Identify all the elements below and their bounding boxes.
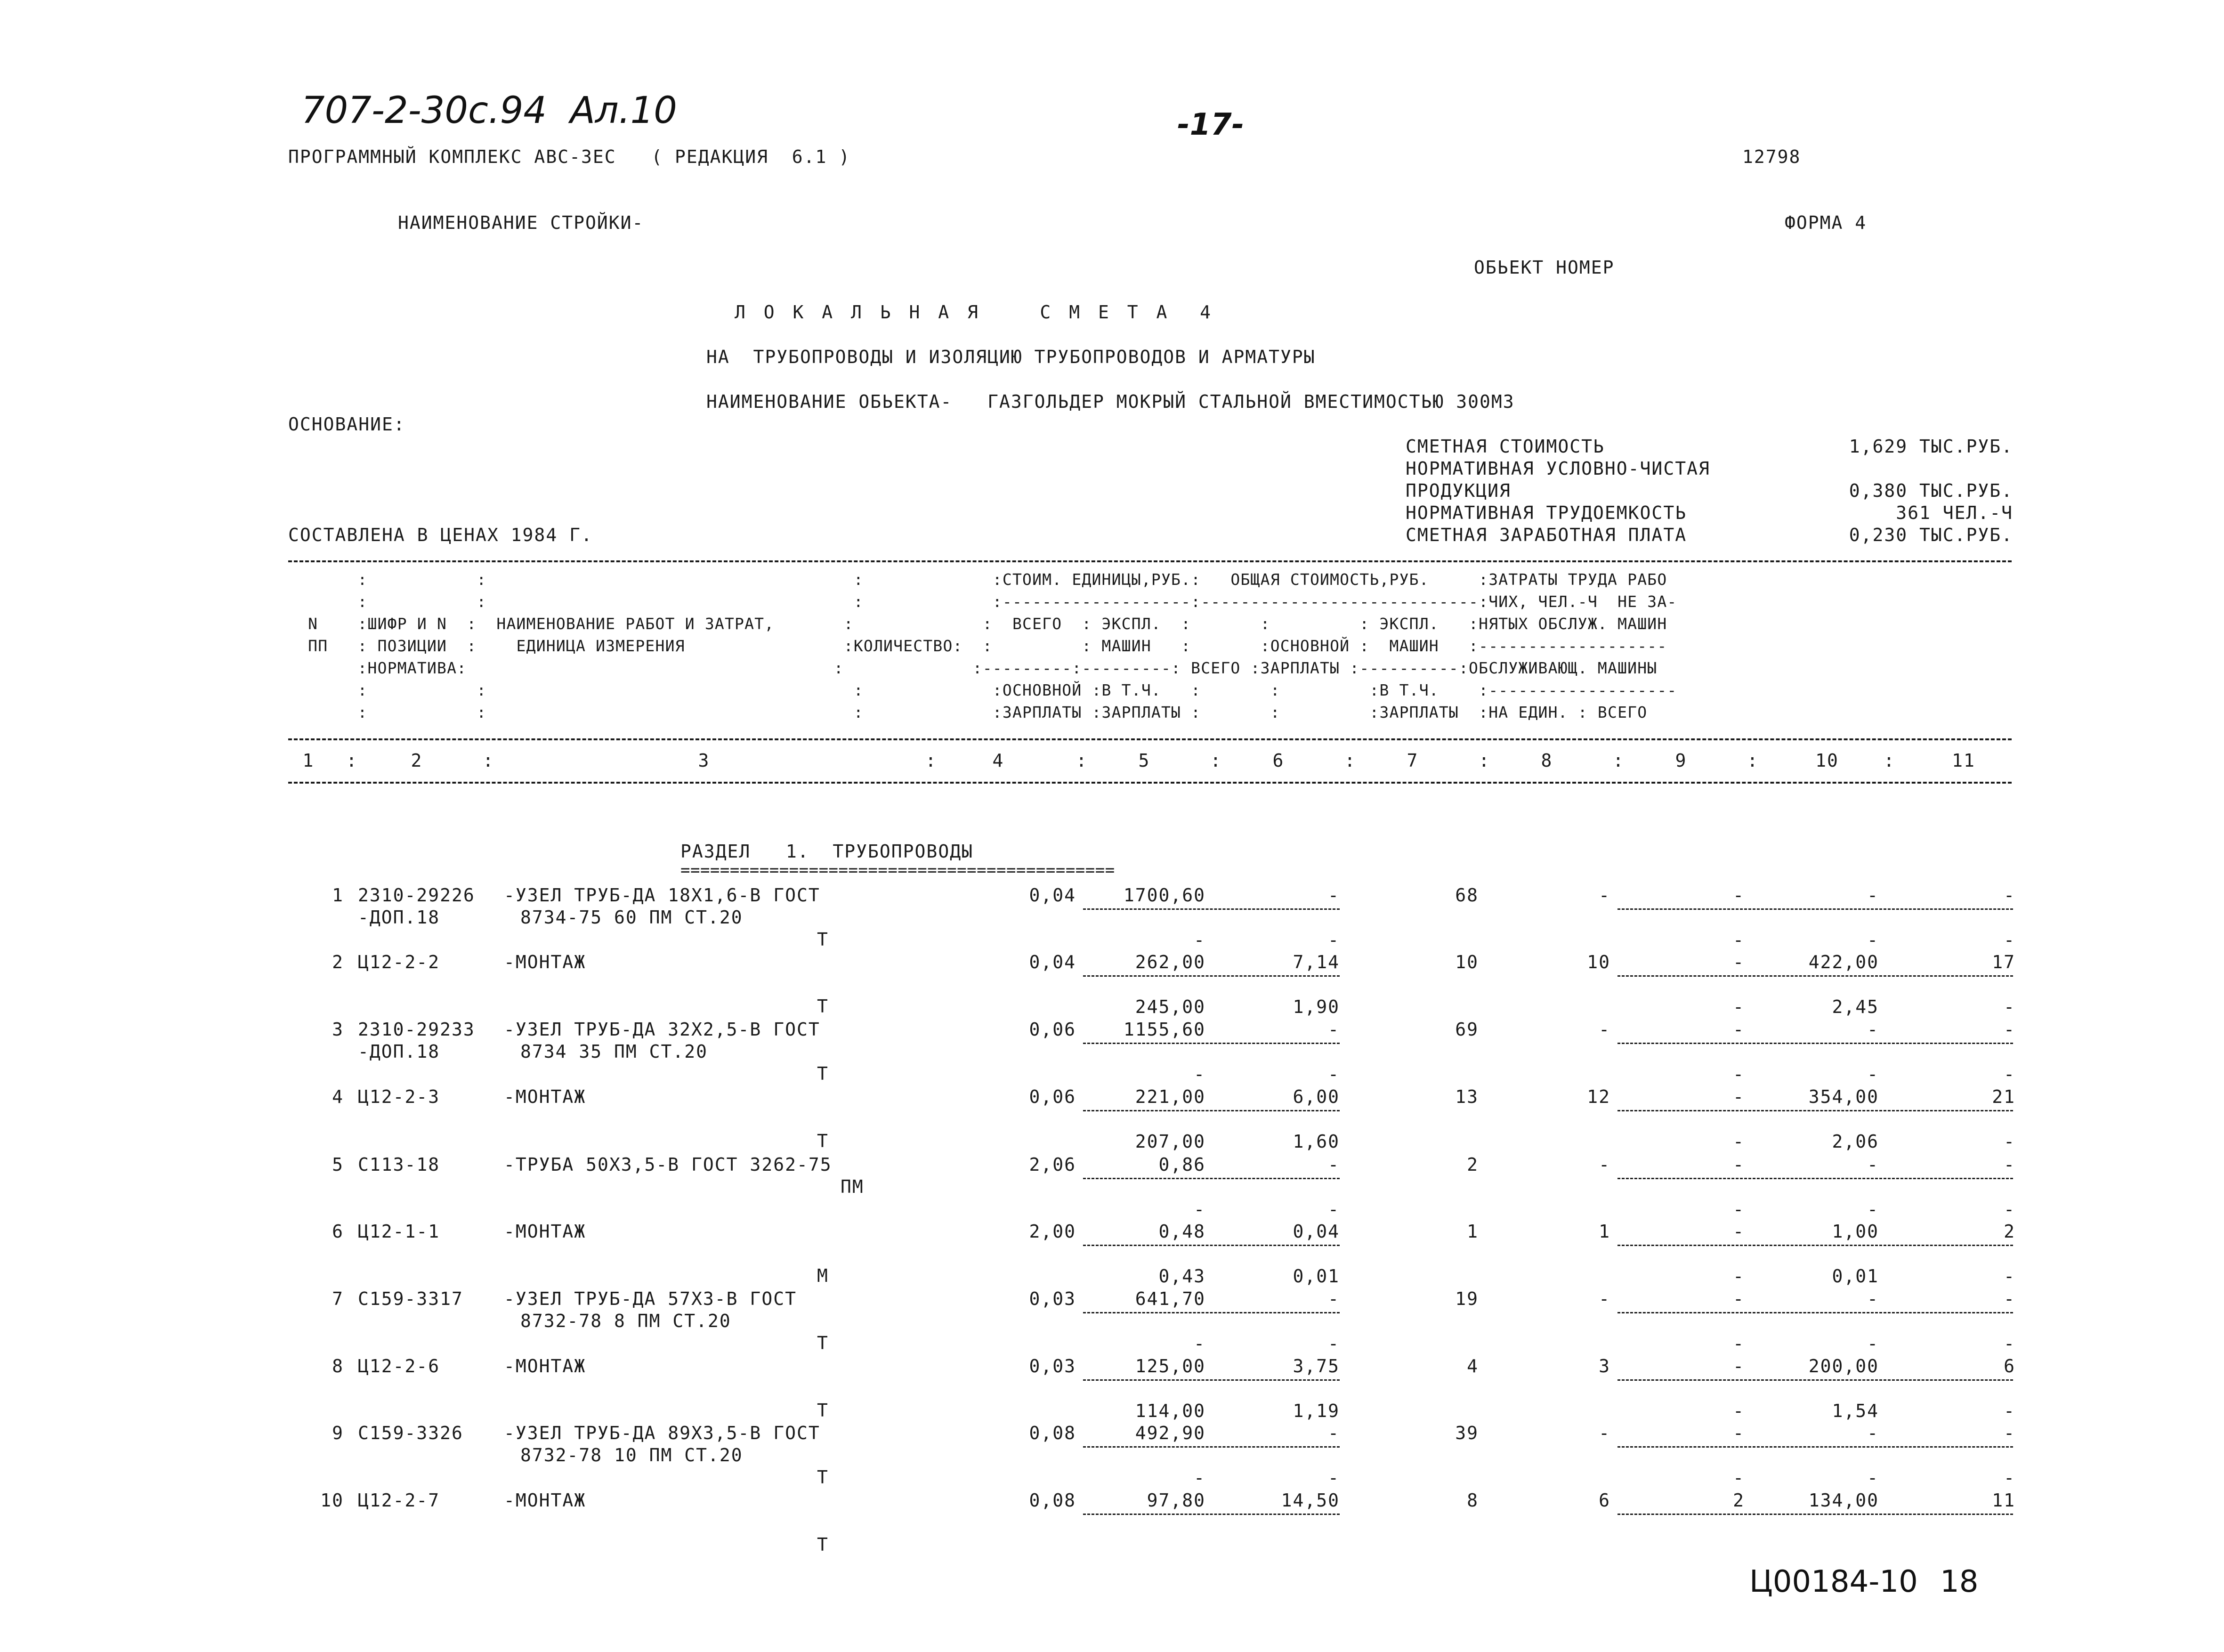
row-code: Ц12-2-7 [358,1490,440,1511]
row-unit-machine-wages: 0,01 [1293,1266,1340,1287]
row-unit-machine-wages: 1,90 [1293,996,1340,1017]
row-name-cont: 8734 35 ПМ СТ.20 [520,1041,708,1062]
row-unit-machine-wages: - [1328,1333,1340,1354]
row-labor-machines-unit: - [1867,1333,1879,1354]
header-line: : : : :ЗАРПЛАТЫ :ЗАРПЛАТЫ : : :ЗАРПЛАТЫ :НА ЕДИН. : ВСЕГО [288,703,1648,721]
program-line: ПРОГРАММНЫЙ КОМПЛЕКС АВС-3ЕС ( РЕДАКЦИЯ 6.1 ) [288,146,851,167]
summary-value: 0,380 ТЫС.РУБ. [1849,480,2013,501]
section-title: РАЗДЕЛ 1. ТРУБОПРОВОДЫ [680,841,973,862]
row-subrule [1617,1514,2013,1515]
row-unit-wages: - [1194,1467,1205,1488]
row-unit-wages: 0,43 [1158,1266,1205,1287]
row-subrule [1083,1446,1340,1448]
row-unit-cost-machines: 6,00 [1293,1086,1340,1107]
row-unit-cost-machines: - [1328,1154,1340,1175]
row-machine-wages: - [1733,1199,1745,1220]
row-subrule [1617,1178,2013,1179]
row-quantity: 0,04 [1029,885,1076,906]
row-number: 4 [332,1086,344,1107]
header-line: ПП : ПОЗИЦИИ : ЕДИНИЦА ИЗМЕРЕНИЯ :КОЛИЧЕСТВО: : : МАШИН : :ОСНОВНОЙ : МАШИН :------------------- [288,637,1667,655]
row-total-cost: 10 [1455,952,1479,972]
row-subrule [1083,975,1340,977]
summary-label: СМЕТНАЯ СТОИМОСТЬ [1406,436,1605,457]
row-total-wages: 3 [1599,1356,1610,1377]
summary-label: НОРМАТИВНАЯ ТРУДОЕМКОСТЬ [1406,502,1687,523]
row-unit: Т [817,1333,829,1353]
row-subrule [1617,1110,2013,1111]
row-name: -МОНТАЖ [504,1221,586,1242]
row-labor-per-unit: 422,00 [1808,952,1879,972]
row-labor-total: - [2004,1154,2015,1175]
column-number: 5 [1138,750,1150,771]
row-number: 9 [332,1423,344,1443]
row-machine-wages: - [1733,1266,1745,1287]
row-name-cont: 8732-78 8 ПМ СТ.20 [520,1311,731,1331]
row-name: -МОНТАЖ [504,1490,586,1511]
section-underline: ============================================ [680,861,1115,880]
row-unit-cost-total: 97,80 [1147,1490,1205,1511]
code-number: 12798 [1742,146,1801,167]
row-unit-wages: - [1194,1333,1205,1354]
row-unit-cost-machines: - [1328,1288,1340,1309]
row-labor-machines-unit: - [1867,1199,1879,1220]
row-number: 3 [332,1019,344,1040]
row-labor-machines-unit: 1,54 [1832,1401,1879,1421]
row-labor-total: 21 [1992,1086,2015,1107]
summary-value: 1,629 ТЫС.РУБ. [1849,436,2013,457]
row-total-cost: 39 [1455,1423,1479,1443]
row-labor-machines-total: - [2004,1064,2015,1085]
column-number: 6 [1272,750,1285,771]
row-total-machines: - [1733,1221,1745,1242]
row-unit-wages: - [1194,1064,1205,1085]
row-labor-per-unit: 134,00 [1808,1490,1879,1511]
row-total-wages: - [1599,1288,1610,1309]
row-unit: Т [817,1131,829,1151]
row-labor-total: 2 [2004,1221,2015,1242]
row-code: С159-3317 [358,1288,463,1309]
row-subrule [1083,1379,1340,1381]
row-unit-machine-wages: - [1328,1064,1340,1085]
row-total-cost: 2 [1467,1154,1479,1175]
row-subrule [1083,1514,1340,1515]
row-unit-cost-total: 492,90 [1135,1423,1205,1443]
row-unit-cost-total: 125,00 [1135,1356,1205,1377]
row-total-machines: - [1733,1423,1745,1443]
row-subrule [1617,975,2013,977]
row-unit: Т [817,1467,829,1488]
row-machine-wages: - [1733,1131,1745,1152]
row-total-wages: - [1599,1019,1610,1040]
row-total-wages: 6 [1599,1490,1610,1511]
row-total-wages: 12 [1587,1086,1610,1107]
row-unit-cost-total: 1155,60 [1123,1019,1205,1040]
footer-sheet-number: 18 [1940,1564,1979,1599]
row-subrule [1617,1245,2013,1246]
row-number: 10 [320,1490,344,1511]
row-labor-machines-unit: 2,45 [1832,996,1879,1017]
row-labor-total: - [2004,1423,2015,1443]
row-name: -МОНТАЖ [504,1086,586,1107]
row-unit-cost-total: 0,86 [1158,1154,1205,1175]
header-line: N :ШИФР И N : НАИМЕНОВАНИЕ РАБОТ И ЗАТРАТ, : : ВСЕГО : ЭКСПЛ. : : : ЭКСПЛ. :НЯТЫХ ОБСЛУЖ. МАШИН [288,615,1667,633]
row-total-machines: - [1733,1154,1745,1175]
row-name-cont: 8734-75 60 ПМ СТ.20 [520,907,743,928]
row-unit-cost-machines: - [1328,885,1340,906]
footer-stamp: Ц00184-10 [1749,1564,1918,1599]
row-name: -ТРУБА 50Х3,5-В ГОСТ 3262-75 [504,1154,832,1175]
row-unit-cost-machines: 14,50 [1281,1490,1340,1511]
row-unit-cost-total: 262,00 [1135,952,1205,972]
row-number: 2 [332,952,344,972]
row-number: 6 [332,1221,344,1242]
summary-value: 361 ЧЕЛ.-Ч [1896,502,2013,523]
row-unit-cost-machines: 7,14 [1293,952,1340,972]
row-labor-machines-total: - [2004,1467,2015,1488]
row-name: -УЗЕЛ ТРУБ-ДА 57Х3-В ГОСТ [504,1288,797,1309]
row-unit-machine-wages: - [1328,1467,1340,1488]
row-total-wages: - [1599,1154,1610,1175]
row-code-cont: -ДОП.18 [358,1041,440,1062]
row-subrule [1083,1312,1340,1313]
row-subrule [1617,1043,2013,1044]
row-labor-per-unit: - [1867,1154,1879,1175]
column-number: 2 [411,750,423,771]
row-code: Ц12-2-3 [358,1086,440,1107]
row-unit-wages: 114,00 [1135,1401,1205,1421]
row-code: С113-18 [358,1154,440,1175]
row-labor-machines-unit: 0,01 [1832,1266,1879,1287]
row-total-wages: 1 [1599,1221,1610,1242]
row-machine-wages: - [1733,996,1745,1017]
row-name: -УЗЕЛ ТРУБ-ДА 32Х2,5-В ГОСТ [504,1019,820,1040]
row-labor-total: 11 [1992,1490,2015,1511]
row-labor-machines-total: - [2004,1401,2015,1421]
row-number: 5 [332,1154,344,1175]
row-total-wages: - [1599,885,1610,906]
object-number-label: ОБЬЕКТ НОМЕР [1474,257,1615,278]
row-labor-machines-unit: - [1867,1064,1879,1085]
row-name-cont: 8732-78 10 ПМ СТ.20 [520,1445,743,1466]
row-labor-per-unit: 1,00 [1832,1221,1879,1242]
row-subrule [1083,908,1340,910]
row-machine-wages: - [1733,1333,1745,1354]
row-unit: ПМ [841,1176,864,1197]
row-labor-total: - [2004,885,2015,906]
row-subrule [1083,1110,1340,1111]
row-unit: Т [817,1400,829,1421]
row-code: 2310-29226 [358,885,475,906]
row-unit-machine-wages: 1,19 [1293,1401,1340,1421]
row-labor-total: - [2004,1019,2015,1040]
row-subrule [1617,1312,2013,1313]
row-subrule [1083,1245,1340,1246]
row-labor-per-unit: - [1867,1019,1879,1040]
row-labor-per-unit: 354,00 [1808,1086,1879,1107]
summary-label: НОРМАТИВНАЯ УСЛОВНО-ЧИСТАЯ [1406,458,1710,479]
row-total-cost: 4 [1467,1356,1479,1377]
row-total-machines: - [1733,1356,1745,1377]
row-labor-machines-total: - [2004,1131,2015,1152]
row-total-machines: 2 [1733,1490,1745,1511]
column-number: 11 [1952,750,1975,771]
table-top-rule [288,560,2012,562]
row-labor-per-unit: - [1867,1423,1879,1443]
row-code: С159-3326 [358,1423,463,1443]
row-number: 1 [332,885,344,906]
column-number: 10 [1815,750,1839,771]
row-labor-machines-unit: - [1867,930,1879,950]
row-name: -УЗЕЛ ТРУБ-ДА 89Х3,5-В ГОСТ [504,1423,820,1443]
column-number: 8 [1541,750,1553,771]
column-number: 7 [1407,750,1419,771]
row-total-cost: 68 [1455,885,1479,906]
basis-label: ОСНОВАНИЕ: [288,414,405,435]
row-code: Ц12-2-2 [358,952,440,972]
row-unit-wages: 245,00 [1135,996,1205,1017]
prices-note: СОСТАВЛЕНА В ЦЕНАХ 1984 Г. [288,525,593,545]
header-line: :НОРМАТИВА: : :---------:---------: ВСЕГО :ЗАРПЛАТЫ :----------:ОБСЛУЖИВАЮЩ. МАШИНЫ [288,659,1658,677]
row-total-machines: - [1733,1288,1745,1309]
row-labor-machines-total: - [2004,930,2015,950]
row-labor-total: - [2004,1288,2015,1309]
column-number: 3 [698,750,710,771]
column-number: 4 [992,750,1004,771]
document-title: Л О К А Л Ь Н А Я С М Е Т А 4 [735,302,1214,323]
row-labor-total: 6 [2004,1356,2015,1377]
row-subrule [1617,1446,2013,1448]
table-header-rule [288,738,2012,740]
row-number: 8 [332,1356,344,1377]
row-quantity: 0,08 [1029,1490,1076,1511]
row-total-wages: 10 [1587,952,1610,972]
row-machine-wages: - [1733,930,1745,950]
row-machine-wages: - [1733,1467,1745,1488]
row-total-machines: - [1733,1019,1745,1040]
row-unit-cost-total: 641,70 [1135,1288,1205,1309]
row-unit-machine-wages: 1,60 [1293,1131,1340,1152]
row-total-machines: - [1733,952,1745,972]
row-quantity: 0,06 [1029,1086,1076,1107]
row-total-cost: 19 [1455,1288,1479,1309]
column-number-rule [288,782,2012,784]
row-total-wages: - [1599,1423,1610,1443]
row-unit-cost-total: 221,00 [1135,1086,1205,1107]
row-name: -МОНТАЖ [504,1356,586,1377]
row-unit: М [817,1265,829,1286]
summary-label: СМЕТНАЯ ЗАРАБОТНАЯ ПЛАТА [1406,525,1687,545]
row-subrule [1617,1379,2013,1381]
row-unit-cost-total: 0,48 [1158,1221,1205,1242]
header-line: : : : :СТОИМ. ЕДИНИЦЫ,РУБ.: ОБЩАЯ СТОИМОСТЬ,РУБ. :ЗАТРАТЫ ТРУДА РАБО [288,570,1667,589]
row-labor-machines-unit: 2,06 [1832,1131,1879,1152]
row-quantity: 0,08 [1029,1423,1076,1443]
estimate-subject: НА ТРУБОПРОВОДЫ И ИЗОЛЯЦИЮ ТРУБОПРОВОДОВ И АРМАТУРЫ [706,347,1316,367]
row-unit-cost-total: 1700,60 [1123,885,1205,906]
row-unit-wages: - [1194,1199,1205,1220]
construction-label: НАИМЕНОВАНИЕ СТРОЙКИ- [398,212,644,233]
row-labor-per-unit: 200,00 [1808,1356,1879,1377]
row-unit-machine-wages: - [1328,1199,1340,1220]
row-unit-cost-machines: 0,04 [1293,1221,1340,1242]
row-unit-cost-machines: 3,75 [1293,1356,1340,1377]
header-line: : : : :ОСНОВНОЙ :В Т.Ч. : : :В Т.Ч. :------------------- [288,681,1677,699]
row-total-cost: 69 [1455,1019,1479,1040]
row-name: -УЗЕЛ ТРУБ-ДА 18Х1,6-В ГОСТ [504,885,820,906]
row-code: 2310-29233 [358,1019,475,1040]
summary-value: 0,230 ТЫС.РУБ. [1849,525,2013,545]
row-total-machines: - [1733,1086,1745,1107]
row-code: Ц12-1-1 [358,1221,440,1242]
row-total-cost: 8 [1467,1490,1479,1511]
row-machine-wages: - [1733,1401,1745,1421]
row-quantity: 2,00 [1029,1221,1076,1242]
row-code: Ц12-2-6 [358,1356,440,1377]
form-label: ФОРМА 4 [1785,212,1867,233]
row-unit: Т [817,996,829,1017]
row-quantity: 0,03 [1029,1356,1076,1377]
row-total-machines: - [1733,885,1745,906]
row-name: -МОНТАЖ [504,952,586,972]
row-labor-per-unit: - [1867,885,1879,906]
row-subrule [1083,1178,1340,1179]
row-labor-machines-total: - [2004,1266,2015,1287]
row-quantity: 0,06 [1029,1019,1076,1040]
row-unit-cost-machines: - [1328,1019,1340,1040]
row-labor-machines-unit: - [1867,1467,1879,1488]
summary-label: ПРОДУКЦИЯ [1406,480,1511,501]
row-machine-wages: - [1733,1064,1745,1085]
row-unit: Т [817,1063,829,1084]
row-total-cost: 13 [1455,1086,1479,1107]
row-total-cost: 1 [1467,1221,1479,1242]
column-number: 9 [1675,750,1687,771]
row-number: 7 [332,1288,344,1309]
row-labor-machines-total: - [2004,996,2015,1017]
row-unit: Т [817,1534,829,1555]
header-line: : : : :-------------------:----------------------------:ЧИХ, ЧЕЛ.-Ч НЕ ЗА- [288,592,1677,611]
row-subrule [1083,1043,1340,1044]
document-code: 707-2-30с.94 Ал.10 [301,89,677,132]
row-quantity: 0,04 [1029,952,1076,972]
row-labor-total: 17 [1992,952,2015,972]
row-unit-machine-wages: - [1328,930,1340,950]
page-number: -17- [1177,107,1245,142]
column-number: 1 [302,750,315,771]
object-name: НАИМЕНОВАНИЕ ОБЬЕКТА- ГАЗГОЛЬДЕР МОКРЫЙ СТАЛЬНОЙ ВМЕСТИМОСТЬЮ 300М3 [706,391,1515,412]
row-unit-wages: 207,00 [1135,1131,1205,1152]
row-unit: Т [817,929,829,950]
row-unit-cost-machines: - [1328,1423,1340,1443]
row-unit-wages: - [1194,930,1205,950]
row-labor-machines-total: - [2004,1199,2015,1220]
row-code-cont: -ДОП.18 [358,907,440,928]
row-labor-per-unit: - [1867,1288,1879,1309]
row-labor-machines-total: - [2004,1333,2015,1354]
row-quantity: 0,03 [1029,1288,1076,1309]
row-subrule [1617,908,2013,910]
row-quantity: 2,06 [1029,1154,1076,1175]
